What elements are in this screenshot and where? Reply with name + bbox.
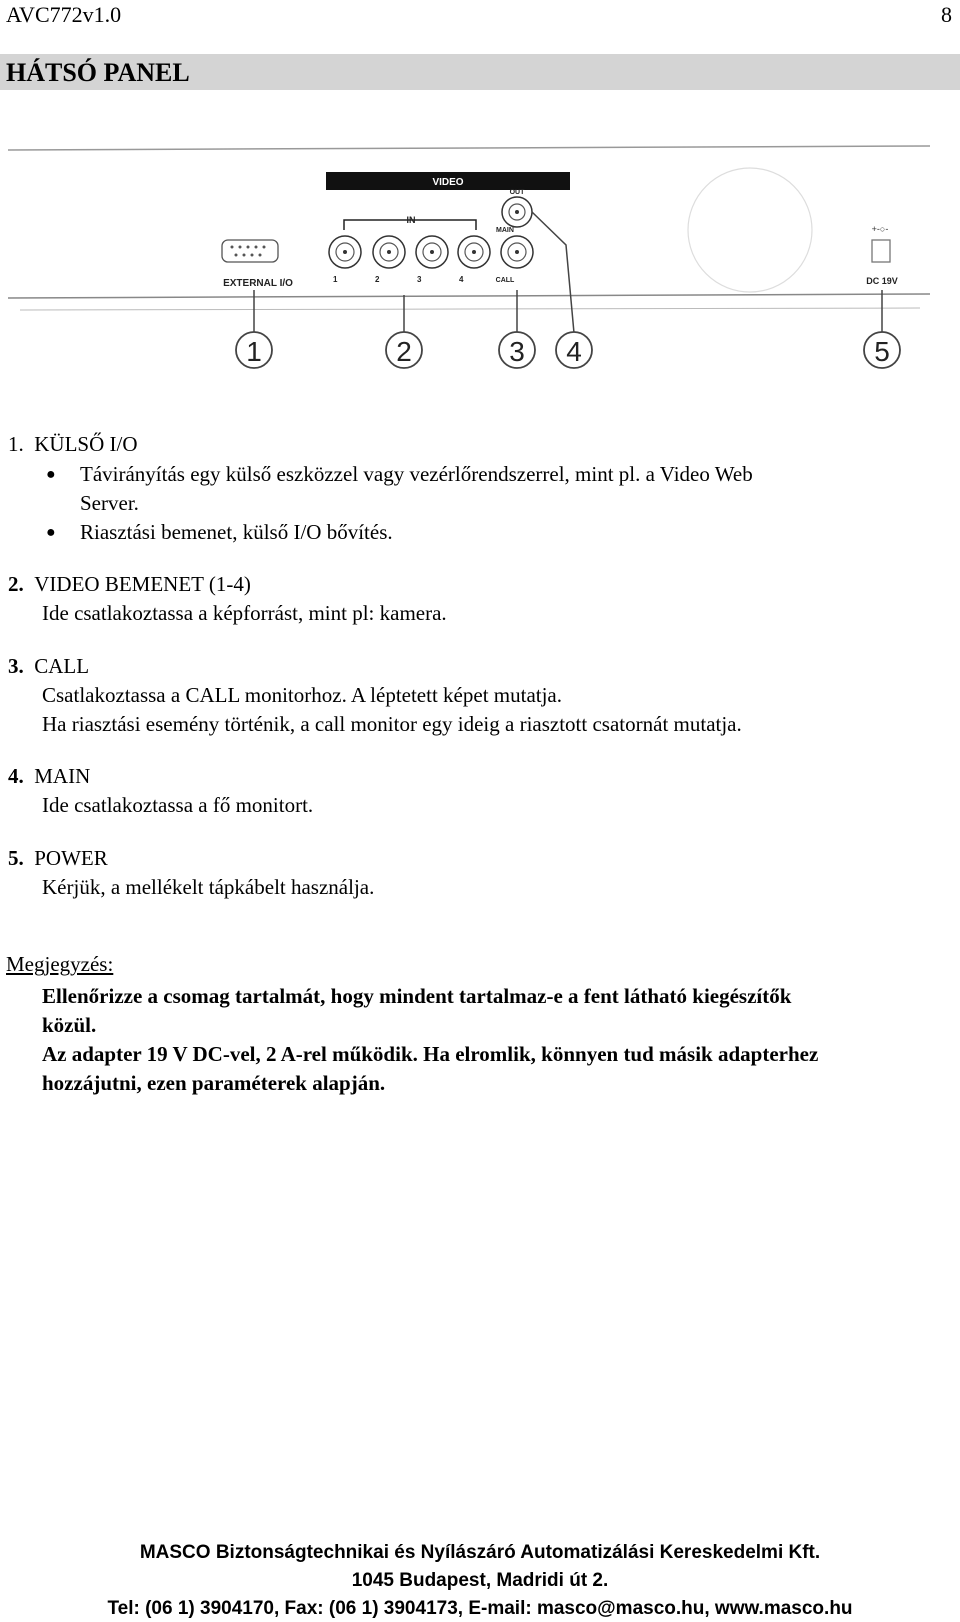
- out-connector: [502, 197, 532, 227]
- call-label: CALL: [495, 277, 515, 284]
- item-5-description: Kérjük, a mellékelt tápkábelt használja.: [42, 875, 375, 899]
- item-1-heading: [8, 430, 138, 459]
- item-1-bullet-2: Riasztási bemenet, külső I/O bővítés.: [80, 520, 393, 544]
- svg-text:5: 5: [874, 336, 890, 367]
- fan-outline: [688, 168, 812, 292]
- port-number-3: 3: [417, 275, 422, 284]
- bullet-dot: ●: [46, 524, 56, 541]
- item-3-number: 3.: [8, 654, 24, 678]
- main-label: MAIN: [496, 227, 514, 234]
- item-2-description: Ide csatlakoztassa a képforrást, mint pl: kamera.: [42, 601, 447, 625]
- item-1-bullet-1-line-1: Távirányítás egy külső eszközzel vagy vezérlőrendszerrel, mint pl. a Video Web: [80, 462, 753, 486]
- video-label: VIDEO: [432, 177, 464, 188]
- item-5-number: 5.: [8, 846, 24, 870]
- external-io-label: EXTERNAL I/O: [223, 278, 293, 289]
- external-io-port: [222, 240, 278, 262]
- callout-3: [499, 332, 535, 368]
- item-1-title: KÜLSŐ I/O: [34, 432, 138, 456]
- footer-company: MASCO Biztonságtechnikai és Nyílászáró Automatizálási Kereskedelmi Kft.: [139, 1542, 821, 1563]
- video-in-connector-2: [373, 236, 405, 268]
- panel-top-edge: [8, 146, 930, 150]
- panel-lower-edge: [8, 294, 930, 298]
- port-number-1: 1: [333, 275, 338, 284]
- callout-2: [386, 332, 422, 368]
- svg-text:2: 2: [396, 336, 412, 367]
- item-4-number: 4.: [8, 764, 24, 788]
- dc-power-jack: [872, 240, 890, 262]
- footer-contact: Tel: (06 1) 3904170, Fax: (06 1) 3904173, E-mail: masco@masco.hu, www.masco.hu: [107, 1598, 853, 1619]
- dc-polarity-symbol: +-○-: [871, 224, 889, 234]
- video-in-connector-3: [416, 236, 448, 268]
- svg-text:1: 1: [246, 336, 262, 367]
- in-label: IN: [406, 215, 416, 225]
- video-in-connector-1: [329, 236, 361, 268]
- page-number: 8: [941, 2, 952, 27]
- video-in-connector-4: [458, 236, 490, 268]
- item-3-description-line-2: Ha riasztási esemény történik, a call monitor egy ideig a riasztott csatornát mutatja.: [42, 712, 742, 736]
- dc-label: DC 19V: [866, 276, 898, 286]
- leader-line-4: [532, 212, 574, 333]
- external-io-pins: [231, 246, 266, 257]
- item-2-heading: [8, 570, 251, 599]
- item-2-number: 2.: [8, 572, 24, 596]
- item-3-description-line-1: Csatlakoztassa a CALL monitorhoz. A léptetett képet mutatja.: [42, 683, 563, 707]
- item-4-title: MAIN: [34, 764, 91, 788]
- item-3-heading: [8, 652, 89, 681]
- note-line-2: közül.: [42, 1013, 97, 1037]
- item-1-number: 1.: [8, 432, 24, 456]
- item-4-description: Ide csatlakoztassa a fő monitort.: [42, 793, 314, 817]
- callout-5: [864, 332, 900, 368]
- svg-text:3: 3: [509, 336, 525, 367]
- note-line-4: hozzájutni, ezen paraméterek alapján.: [42, 1071, 386, 1095]
- call-connector: [501, 236, 533, 268]
- item-5-title: POWER: [34, 846, 108, 870]
- note-label: Megjegyzés:: [6, 952, 114, 976]
- callout-1: [236, 332, 272, 368]
- item-3-title: CALL: [34, 654, 90, 678]
- document-id: AVC772v1.0: [6, 2, 122, 27]
- item-5-heading: [8, 844, 108, 873]
- item-4-heading: [8, 762, 90, 791]
- rear-panel-diagram: [0, 140, 960, 400]
- port-number-2: 2: [375, 275, 380, 284]
- section-title: HÁTSÓ PANEL: [6, 58, 190, 87]
- panel-bottom-edge: [20, 308, 920, 310]
- port-number-4: 4: [459, 275, 464, 284]
- note-line-1: Ellenőrizze a csomag tartalmát, hogy mindent tartalmaz-e a fent látható kiegészítők: [42, 984, 792, 1008]
- callout-4: [556, 332, 592, 368]
- bullet-dot: ●: [46, 466, 56, 483]
- out-label: OUT: [509, 189, 525, 196]
- item-1-bullet-1-line-2: Server.: [80, 491, 139, 515]
- note-line-3: Az adapter 19 V DC-vel, 2 A-rel működik. Ha elromlik, könnyen tud másik adapterhez: [42, 1042, 819, 1066]
- item-2-title: VIDEO BEMENET (1-4): [34, 572, 251, 596]
- footer-address: 1045 Budapest, Madridi út 2.: [351, 1570, 609, 1591]
- svg-text:4: 4: [566, 336, 582, 367]
